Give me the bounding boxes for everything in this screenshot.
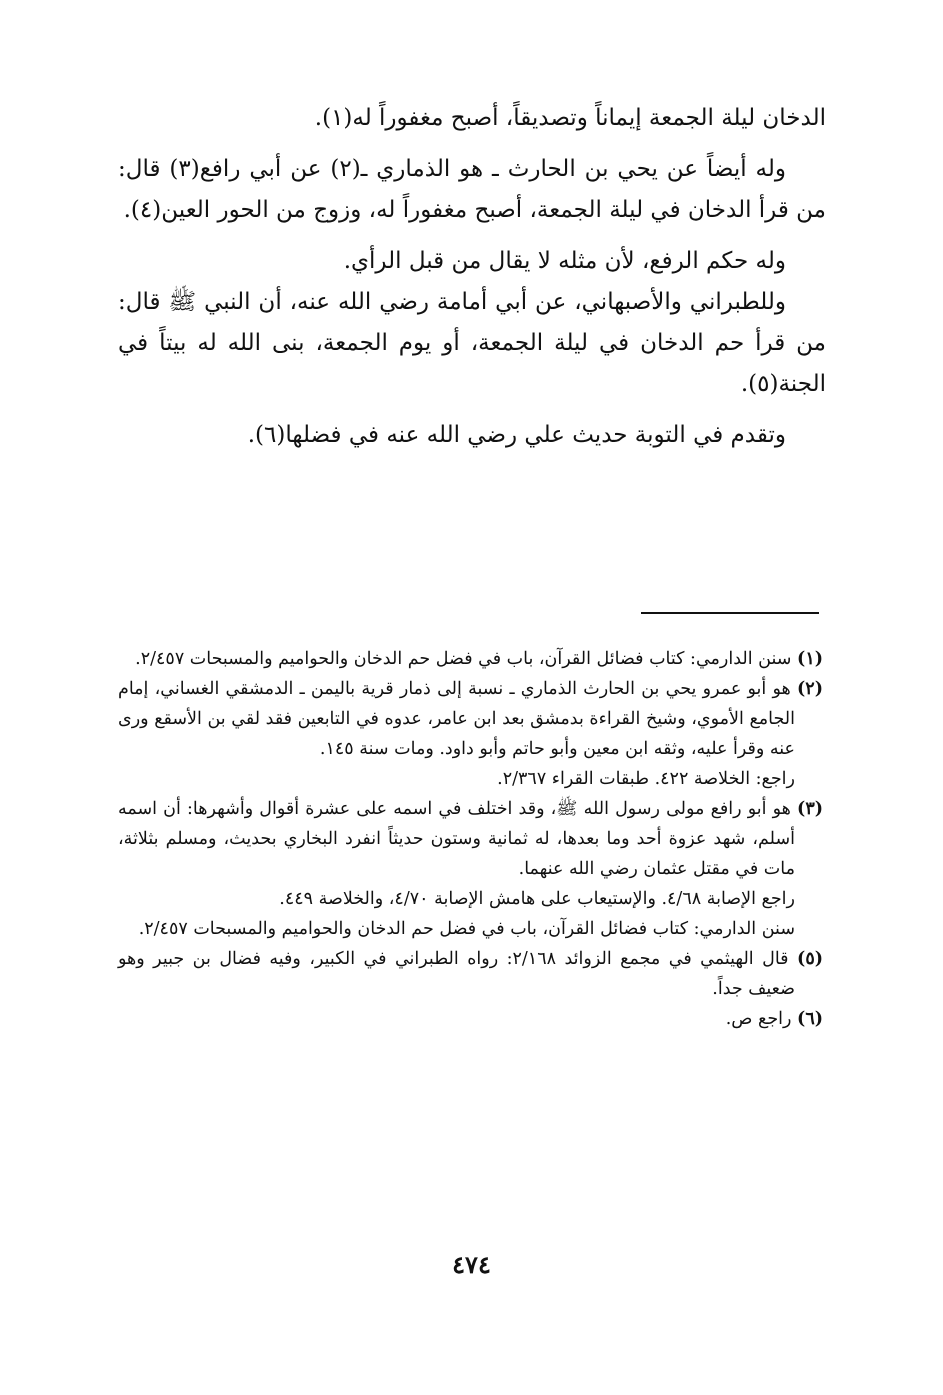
footnote-6: [118, 1004, 823, 1034]
footnote-number: (١): [797, 649, 823, 669]
footnote-2-reference: راجع: الخلاصة ٤٢٢. طبقات القراء ٢/٣٦٧.: [497, 769, 795, 789]
page-number: ٤٧٤: [452, 1250, 491, 1279]
paragraph-5: وتقدم في التوبة حديث علي رضي الله عنه في فضلها(٦).: [247, 422, 786, 448]
footnote-number: (٥): [797, 949, 823, 969]
footnote-text: هو أبو رافع مولى رسول الله ﷺ، وقد اختلف في اسمه على عشرة أقوال وأشهرها: أن اسمه أسلم، شهد عزوة أحد وما بعدها، له ثمانية وستون حديثاً انفرد البخاري بحديث، ومسلم بثلاثة، مات في مقتل عثمان رضي الله عنهما.: [118, 799, 795, 879]
footnote-separator: [641, 612, 819, 614]
paragraph-2: وله أيضاً عن يحي بن الحارث ـ هو الذماري ـ(٢) عن أبي رافع(٣) قال: من قرأ الدخان في ليلة الجمعة، أصبح مغفوراً له، وزوج من الحور العين(٤).: [118, 156, 826, 223]
paragraph-4: وللطبراني والأصبهاني، عن أبي أمامة رضي الله عنه، أن النبي ﷺ قال: من قرأ حم الدخان في ليلة الجمعة، أو يوم الجمعة، بنى الله له بيتاً في الجنة(٥).: [118, 289, 826, 397]
footnote-number: (٦): [797, 1009, 823, 1029]
footnote-3-reference-1: راجع الإصابة ٤/٦٨. والإستيعاب على هامش الإصابة ٤/٧٠، والخلاصة ٤٤٩.: [279, 889, 795, 909]
footnote-number: (٢): [797, 679, 823, 699]
main-text: [118, 98, 826, 456]
footnote-2: [118, 674, 823, 764]
footnote-text: قال الهيثمي في مجمع الزوائد ٢/١٦٨: رواه الطبراني في الكبير، وفيه فضال بن جبير وهو ضعيف جداً.: [118, 949, 795, 999]
footnote-text: راجع ص.: [725, 1009, 792, 1029]
footnote-5: [118, 944, 823, 1004]
paragraph-3: وله حكم الرفع، لأن مثله لا يقال من قبل الرأي.: [343, 248, 786, 274]
footnote-number: (٣): [797, 799, 823, 819]
footnote-text: سنن الدارمي: كتاب فضائل القرآن، باب في فضل حم الدخان والحواميم والمسبحات ٢/٤٥٧.: [135, 649, 792, 669]
footnote-3-reference-2: سنن الدارمي: كتاب فضائل القرآن، باب في فضل حم الدخان والحواميم والمسبحات ٢/٤٥٧.: [138, 919, 795, 939]
footnotes: [118, 644, 823, 1034]
paragraph-1: الدخان ليلة الجمعة إيماناً وتصديقاً، أصبح مغفوراً له(١).: [314, 105, 826, 131]
footnote-1: [118, 644, 823, 674]
footnote-3: [118, 794, 823, 884]
footnote-text: هو أبو عمرو يحي بن الحارث الذماري ـ نسبة إلى ذمار قرية باليمن ـ الدمشقي الغساني، إمام الجامع الأموي، وشيخ القراءة بدمشق بعد ابن عامر، عدوه في التابعين فقد لقي بن الأسقع ورى عنه وقرأ عليه، وثقه ابن معين وأبو حاتم وأبو داود. ومات سنة ١٤٥.: [118, 679, 795, 759]
